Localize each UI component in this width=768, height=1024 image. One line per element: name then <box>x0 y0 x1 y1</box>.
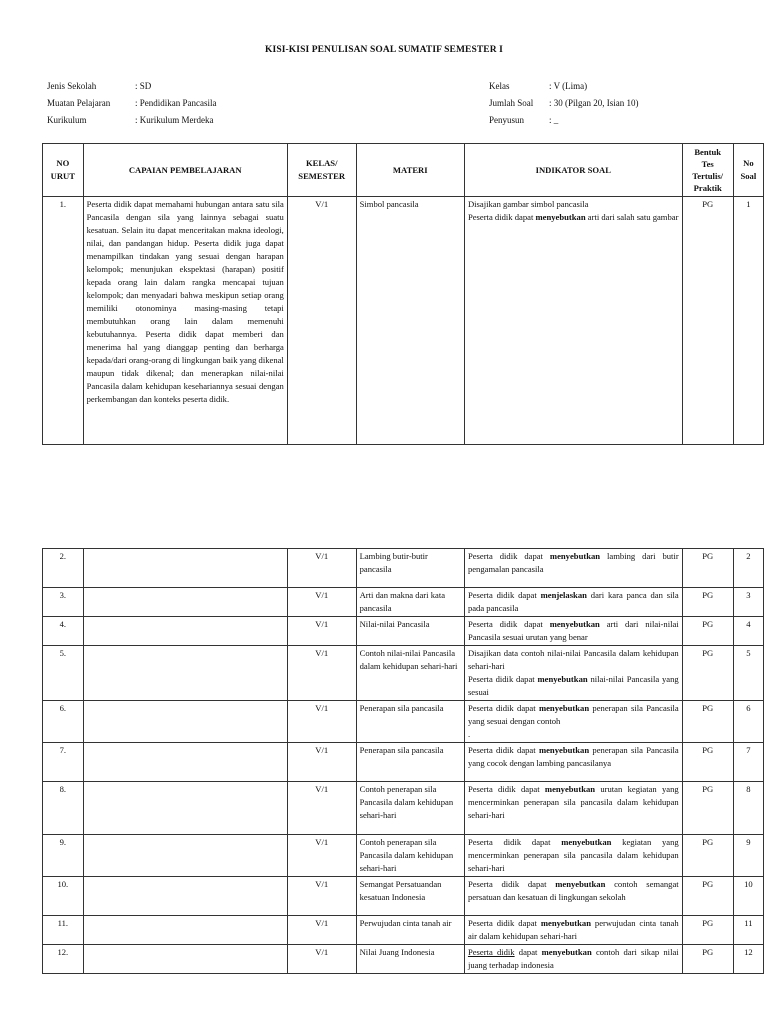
header-no-urut: NO URUT <box>43 144 84 197</box>
row-kelas: V/1 <box>287 617 356 646</box>
indikator-verb: menyebutkan <box>549 619 600 629</box>
document-title: KISI-KISI PENULISAN SOAL SUMATIF SEMESTER I <box>265 45 503 55</box>
table-row <box>43 197 764 445</box>
info-label: Jenis Sekolah <box>47 81 97 91</box>
info-value: : _ <box>549 115 559 125</box>
info-row <box>47 78 216 95</box>
row-no-soal: 6 <box>733 701 763 743</box>
table-row <box>43 549 764 588</box>
row-materi: Penerapan sila pancasila <box>356 701 464 743</box>
row-materi: Lambing butir-butir pancasila <box>356 549 464 588</box>
row-bentuk: PG <box>682 549 733 588</box>
indikator-verb: menyebutkan <box>541 947 592 957</box>
row-materi: Arti dan makna dari kata pancasila <box>356 588 464 617</box>
indikator-rest: kegiatan yang mencerminkan penerapan sila pancasila dalam kehidupan sehari-hari <box>467 837 679 873</box>
info-label: Muatan Pelajaran <box>47 98 111 108</box>
info-row <box>489 112 639 129</box>
row-capaian <box>83 617 287 646</box>
table-row <box>43 646 764 701</box>
indikator-rest: penerapan sila Pancasila yang sesuai dengan contoh <box>467 703 679 726</box>
row-materi: Contoh nilai-nilai Pancasila dalam kehidupan sehari-hari <box>356 646 464 701</box>
row-no: 4. <box>43 617 84 646</box>
info-label: Jumlah Soal <box>489 98 534 108</box>
indikator-intro-tail: dapat <box>518 947 538 957</box>
indikator-intro: Peserta didik dapat <box>467 703 536 713</box>
kisi-table-page-1 <box>42 143 764 445</box>
row-no-soal: 11 <box>733 916 763 945</box>
row-no-soal: 2 <box>733 549 763 588</box>
row-kelas: V/1 <box>287 782 356 835</box>
table-row <box>43 782 764 835</box>
indikator-verb: menyebutkan <box>540 918 591 928</box>
row-materi: Penerapan sila pancasila <box>356 743 464 782</box>
row-no: 8. <box>43 782 84 835</box>
row-bentuk: PG <box>682 701 733 743</box>
row-no-soal: 10 <box>733 877 763 916</box>
info-row <box>489 95 639 112</box>
header-materi: MATERI <box>356 144 464 197</box>
row-bentuk: PG <box>682 588 733 617</box>
header-no-soal: No Soal <box>733 144 763 197</box>
table-row <box>43 945 764 974</box>
row-indikator <box>464 701 682 743</box>
indikator-pre: Disajikan gambar simbol pancasila <box>467 199 589 209</box>
row-materi: Contoh penerapan sila Pancasila dalam kehidupan sehari-hari <box>356 835 464 877</box>
row-indikator <box>464 916 682 945</box>
indikator-rest: nilai-nilai Pancasila yang sesuai <box>467 674 679 697</box>
row-capaian <box>83 646 287 701</box>
row-bentuk: PG <box>682 916 733 945</box>
row-no: 12. <box>43 945 84 974</box>
row-indikator <box>464 877 682 916</box>
indikator-intro: Peserta didik dapat <box>467 784 540 794</box>
indikator-rest: dari kara panca dan sila pada pancasila <box>467 590 679 613</box>
row-indikator <box>464 588 682 617</box>
table-row <box>43 835 764 877</box>
indikator-rest: penerapan sila Pancasila yang cocok dengan lambing pancasilanya <box>467 745 679 768</box>
school-info-left <box>47 78 216 129</box>
row-bentuk: PG <box>682 197 733 445</box>
row-bentuk: PG <box>682 743 733 782</box>
row-capaian <box>83 782 287 835</box>
row-no: 7. <box>43 743 84 782</box>
indikator-rest: lambing dari butir pengamalan pancasila <box>467 551 679 574</box>
row-capaian <box>83 701 287 743</box>
row-capaian <box>83 588 287 617</box>
row-capaian <box>83 877 287 916</box>
row-indikator <box>464 646 682 701</box>
indikator-rest: contoh dari sikap nilai juang terhadap indonesia <box>467 947 679 970</box>
row-materi: Perwujudan cinta tanah air <box>356 916 464 945</box>
row-materi: Nilai Juang Indonesia <box>356 945 464 974</box>
row-indikator <box>464 743 682 782</box>
indikator-verb: menyebutkan <box>544 784 596 794</box>
row-capaian <box>83 549 287 588</box>
table-header-row <box>43 144 764 197</box>
row-kelas: V/1 <box>287 916 356 945</box>
table-row <box>43 588 764 617</box>
indikator-intro: Peserta didik dapat <box>467 879 547 889</box>
header-bentuk: Bentuk Tes Tertulis/ Praktik <box>682 144 733 197</box>
row-materi: Nilai-nilai Pancasila <box>356 617 464 646</box>
info-row <box>489 78 639 95</box>
info-value: : V (Lima) <box>549 81 588 91</box>
indikator-intro: Peserta didik dapat <box>467 918 537 928</box>
table-row <box>43 617 764 646</box>
info-value: : SD <box>135 81 152 91</box>
indikator-verb: menyebutkan <box>535 212 586 222</box>
row-bentuk: PG <box>682 782 733 835</box>
indikator-verb: menyebutkan <box>537 674 588 684</box>
row-bentuk: PG <box>682 835 733 877</box>
indikator-verb: menyebutkan <box>538 703 590 713</box>
kisi-table-page-2 <box>42 548 764 974</box>
indikator-verb: menyebutkan <box>549 551 601 561</box>
row-no: 2. <box>43 549 84 588</box>
indikator-rest: contoh semangat persatuan dan kesatuan di lingkungan sekolah <box>467 879 679 902</box>
info-label: Penyusun <box>489 115 525 125</box>
row-no: 9. <box>43 835 84 877</box>
table-row <box>43 877 764 916</box>
row-capaian <box>83 945 287 974</box>
indikator-rest: arti dari salah satu gambar <box>587 212 679 222</box>
row-kelas: V/1 <box>287 588 356 617</box>
indikator-intro: Peserta didik dapat <box>467 212 534 222</box>
indikator-intro: Peserta didik <box>467 947 515 957</box>
school-info-right <box>489 78 639 129</box>
row-no: 6. <box>43 701 84 743</box>
row-indikator <box>464 945 682 974</box>
row-materi: Simbol pancasila <box>356 197 464 445</box>
info-label: Kelas <box>489 81 510 91</box>
indikator-intro: Peserta didik dapat <box>467 619 543 629</box>
indikator-verb: menyebutkan <box>538 745 590 755</box>
row-no-soal: 7 <box>733 743 763 782</box>
indikator-intro: Peserta didik dapat <box>467 837 551 847</box>
row-no: 1. <box>43 197 84 445</box>
info-value: : 30 (Pilgan 20, Isian 10) <box>549 98 639 108</box>
row-indikator <box>464 782 682 835</box>
indikator-post: . <box>467 729 471 739</box>
row-no: 11. <box>43 916 84 945</box>
row-indikator <box>464 617 682 646</box>
row-no: 10. <box>43 877 84 916</box>
row-kelas: V/1 <box>287 197 356 445</box>
row-materi: Contoh penerapan sila Pancasila dalam kehidupan sehari-hari <box>356 782 464 835</box>
indikator-intro: Peserta didik dapat <box>467 745 536 755</box>
row-capaian: Peserta didik dapat memahami hubungan antara satu sila Pancasila dengan sila yang lainnya sebagai suatu kesatuan. Selain itu dapat menceritakan makna ideologi, nilai, dan pandangan hidup. Peserta didik juga dapat menampilkan tindakan yang sesuai dengan harapan kelompok; menunjukan ekspektasi (harapan) positif kepada orang lain dalam rangka mencapai tujuan kelompok; dan menyadari bahwa meskipun setiap orang memiliki otonominya masing-masing tetapi membutuhkan orang lain dalam memenuhi kebutuhannya. Peserta didik dapat memberi dan menerima hal yang dianggap penting dan berharga kepada/dari orang-orang di lingkungan baik yang dikenal maupun tidak dikenal; dan menerapkan nilai-nilai Pancasila dalam kehidupan kesehariannya sesuai dengan perkembangan dan konteks peserta didik. <box>83 197 287 445</box>
row-no: 5. <box>43 646 84 701</box>
info-label: Kurikulum <box>47 115 87 125</box>
table-row <box>43 743 764 782</box>
row-bentuk: PG <box>682 877 733 916</box>
indikator-verb: menjelaskan <box>540 590 587 600</box>
row-bentuk: PG <box>682 617 733 646</box>
info-value: : Pendidikan Pancasila <box>135 98 217 108</box>
row-indikator <box>464 835 682 877</box>
indikator-rest: perwujudan cinta tanah air dalam kehidupan sehari-hari <box>467 918 679 941</box>
indikator-intro: Peserta didik dapat <box>467 590 537 600</box>
row-no-soal: 12 <box>733 945 763 974</box>
table-row <box>43 701 764 743</box>
indikator-verb: menyebutkan <box>561 837 612 847</box>
table-row <box>43 916 764 945</box>
row-kelas: V/1 <box>287 646 356 701</box>
row-materi: Semangat Persatuandan kesatuan Indonesia <box>356 877 464 916</box>
row-kelas: V/1 <box>287 835 356 877</box>
row-no-soal: 5 <box>733 646 763 701</box>
row-indikator <box>464 549 682 588</box>
row-no-soal: 4 <box>733 617 763 646</box>
row-kelas: V/1 <box>287 945 356 974</box>
row-capaian <box>83 835 287 877</box>
header-capaian: CAPAIAN PEMBELAJARAN <box>83 144 287 197</box>
indikator-rest: arti dari nilai-nilai Pancasila sesuai urutan yang benar <box>467 619 679 642</box>
row-no-soal: 8 <box>733 782 763 835</box>
header-indikator: INDIKATOR SOAL <box>464 144 682 197</box>
row-bentuk: PG <box>682 646 733 701</box>
header-kelas: KELAS/ SEMESTER <box>287 144 356 197</box>
row-no-soal: 9 <box>733 835 763 877</box>
indikator-intro: Peserta didik dapat <box>467 674 535 684</box>
row-bentuk: PG <box>682 945 733 974</box>
indikator-pre: Disajikan data contoh nilai-nilai Pancasila dalam kehidupan sehari-hari <box>467 648 679 671</box>
indikator-verb: menyebutkan <box>555 879 606 889</box>
info-row <box>47 95 216 112</box>
row-no-soal: 3 <box>733 588 763 617</box>
row-capaian <box>83 743 287 782</box>
row-no-soal: 1 <box>733 197 763 445</box>
row-kelas: V/1 <box>287 701 356 743</box>
info-value: : Kurikulum Merdeka <box>135 115 214 125</box>
row-kelas: V/1 <box>287 877 356 916</box>
info-row <box>47 112 216 129</box>
row-indikator <box>464 197 682 445</box>
row-no: 3. <box>43 588 84 617</box>
row-capaian <box>83 916 287 945</box>
indikator-rest: urutan kegiatan yang mencerminkan penerapan sila pancasila dalam kehidupan sehari-hari <box>467 784 679 820</box>
row-kelas: V/1 <box>287 549 356 588</box>
row-kelas: V/1 <box>287 743 356 782</box>
indikator-intro: Peserta didik dapat <box>467 551 543 561</box>
